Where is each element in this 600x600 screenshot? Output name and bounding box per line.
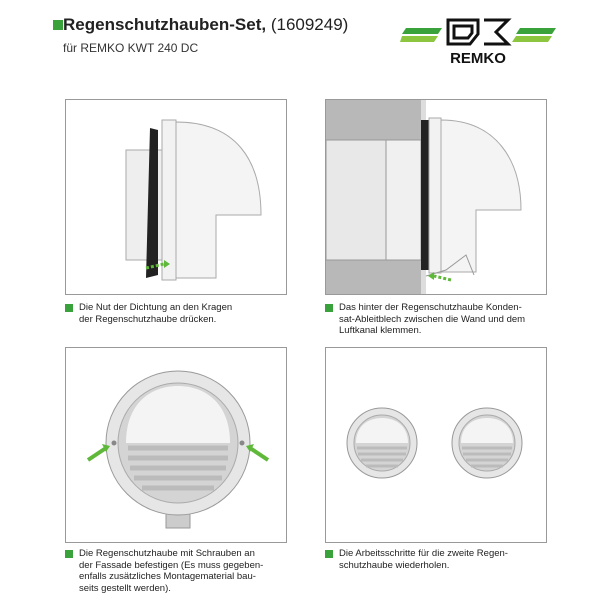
page-title: Regenschutzhauben-Set, (1609249) [63, 15, 349, 34]
step-1-illustration [65, 99, 287, 295]
step-3-caption: Die Regenschutzhaube mit Schrauben an der Fassade befestigen (Es muss gegeben- enfalls zusätzliches Montagematerial bau- seits gestellt werden). [65, 548, 285, 594]
step-1-caption: Die Nut der Dichtung an den Kragen der Regenschutzhaube drücken. [65, 302, 285, 325]
page-subtitle: für REMKO KWT 240 DC [63, 41, 199, 55]
article-number: (1609249) [270, 15, 349, 34]
svg-text:REMKO: REMKO [450, 50, 506, 67]
remko-logo [400, 8, 560, 68]
step-3-illustration [65, 347, 287, 543]
step-4-caption: Die Arbeitsschritte für die zweite Regen- schutzhaube wiederholen. [325, 548, 545, 571]
step-2-illustration [325, 99, 547, 295]
step-2-caption: Das hinter der Regenschutzhaube Konden- sat-Ableitblech zwischen die Wand und dem Luftkanal klemmen. [325, 302, 545, 337]
header-bullet [53, 20, 63, 30]
step-4-illustration [325, 347, 547, 543]
